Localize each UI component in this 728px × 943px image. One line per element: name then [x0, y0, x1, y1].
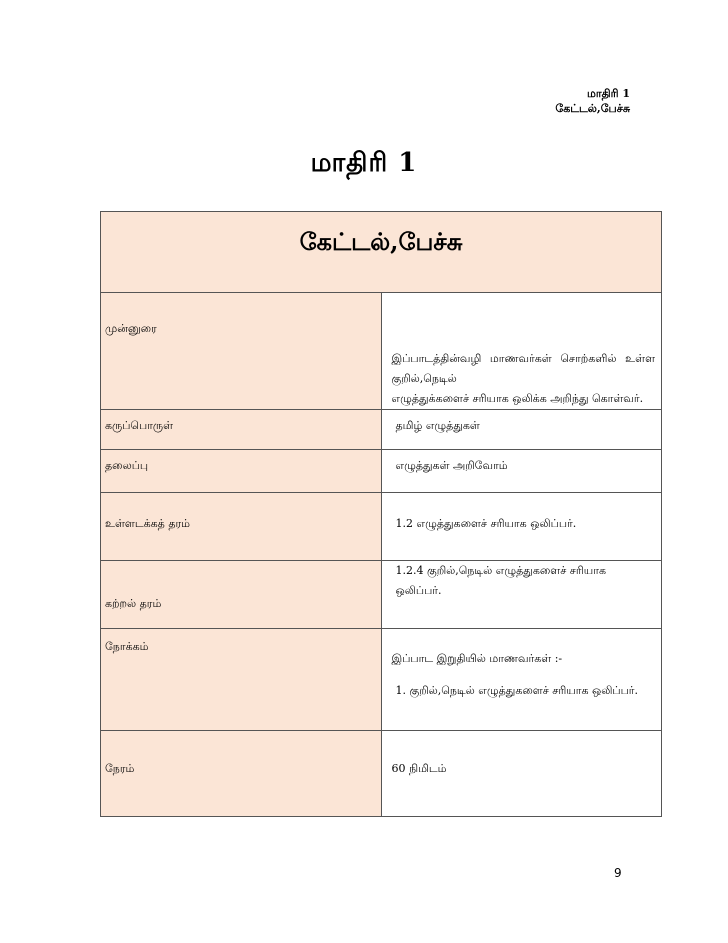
row-label: நேரம்: [105, 762, 135, 775]
row-value: 1.2 எழுத்துகளைச் சரியாக ஒலிப்பர்.: [395, 517, 577, 530]
row-value: இப்பாட இறுதியில் மாணவர்கள் :-: [391, 652, 563, 665]
table-title-cell: [101, 212, 662, 293]
table-row: [101, 629, 662, 731]
header-skill: கேட்டல்,பேச்சு: [555, 102, 630, 115]
page-title: மாதிரி 1: [310, 148, 418, 178]
row-value: இப்பாடத்தின்வழி மாணவர்கள் சொற்களில் உள்ள குறில்,நெடில்: [391, 352, 655, 385]
table-row: [101, 410, 662, 450]
row-value: தமிழ் எழுத்துகள்: [395, 419, 480, 432]
row-value: 60 நிமிடம்: [391, 762, 447, 775]
row-label: கருப்பொருள்: [105, 419, 174, 432]
row-value: 1. குறில்,நெடில் எழுத்துகளைச் சரியாக ஒலிப்பர்.: [395, 684, 639, 697]
header-model: மாதிரி 1: [586, 87, 630, 100]
lesson-plan-table: [100, 211, 662, 817]
table-row: [101, 293, 662, 410]
row-label: உள்ளடக்கத் தரம்: [105, 517, 191, 530]
row-value: எழுத்துகள் அறிவோம்: [395, 459, 508, 472]
row-label: தலைப்பு: [105, 459, 149, 472]
table-row: [101, 561, 662, 629]
row-value: 1.2.4 குறில்,நெடில் எழுத்துகளைச் சரியாக ஒலிப்பர்.: [395, 564, 607, 597]
row-label: கற்றல் தரம்: [105, 597, 162, 610]
page-number: 9: [614, 866, 622, 880]
table-row: [101, 731, 662, 817]
row-label: நோக்கம்: [105, 640, 149, 653]
table-row: [101, 450, 662, 493]
row-label: முன்னுரை: [105, 322, 157, 335]
page-header: [555, 86, 630, 116]
row-value: எழுத்துக்களைச் சரியாக ஒலிக்க அறிந்து கொள்வர்.: [391, 392, 644, 405]
table-row: [101, 493, 662, 561]
table-title: கேட்டல்,பேச்சு: [299, 227, 463, 256]
table-title-row: [101, 212, 662, 293]
